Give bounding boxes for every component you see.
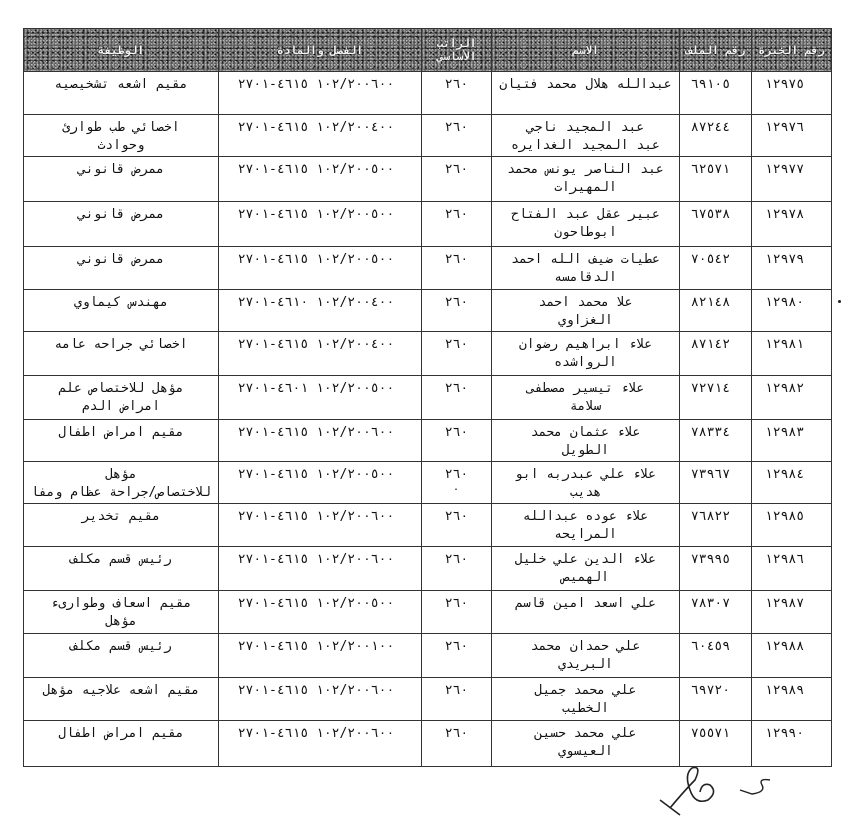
cell-section-category: ١٠٢/٢٠٠٦٠٠ ٤٦١٥-٢٧٠١ <box>219 678 422 721</box>
stray-mark <box>838 300 841 303</box>
job-line: مقيم اشعه تشخيصيه <box>54 77 188 92</box>
cell-job-title <box>24 591 219 634</box>
header-employee-no: رقم الملف <box>680 29 752 72</box>
cell-job-title <box>24 504 219 547</box>
cell-job-title <box>24 202 219 247</box>
table-row <box>24 157 832 202</box>
cell-employee-no: ٧٦٨٢٢ <box>680 504 752 547</box>
job-line: امراض الدم <box>81 399 161 414</box>
name-line: الدقامسه <box>554 270 617 285</box>
cell-section-category: ١٠٢/٢٠٠٥٠٠ ٤٦١٥-٢٧٠١ <box>219 157 422 202</box>
cell-job-title <box>24 376 219 420</box>
name-line: هديب <box>569 485 602 500</box>
cell-job-title <box>24 247 219 290</box>
job-line: اخصائي طب طوارئ <box>62 120 180 135</box>
cell-seq-no: ١٢٩٧٩ <box>752 247 832 290</box>
name-line: علاء عوده عبدالله <box>522 509 649 524</box>
cell-employee-no: ٨٧١٤٢ <box>680 332 752 376</box>
job-line: رئيس قسم مكلف <box>70 552 172 567</box>
cell-employee-no: ٦٠٤٥٩ <box>680 634 752 678</box>
header-job-title: الوظيفة <box>24 29 219 72</box>
table-row <box>24 247 832 290</box>
salary-value: ٢٦٠ <box>444 552 469 567</box>
salary-value: ٢٦٠ <box>444 77 469 92</box>
cell-name <box>492 202 680 247</box>
name-line: عطيات ضيف الله احمد <box>511 252 660 267</box>
signature-icon <box>640 760 790 818</box>
cell-section-category: ١٠٢/٢٠٠٤٠٠ ٤٦١٥-٢٧٠١ <box>219 332 422 376</box>
cell-basic-salary <box>422 462 492 504</box>
salary-value: ٢٦٠ <box>444 726 469 741</box>
job-line: مقيم اسعاف وطوارىء <box>50 596 192 611</box>
table-row <box>24 332 832 376</box>
cell-name <box>492 634 680 678</box>
job-line: مقيم امراض اطفال <box>58 425 184 440</box>
name-line: ابوطاحون <box>554 225 617 240</box>
header-seq-no: رقم الخبرة <box>752 29 832 72</box>
cell-seq-no: ١٢٩٨٩ <box>752 678 832 721</box>
name-line: علاء ابراهيم رضوان <box>518 337 653 352</box>
cell-job-title <box>24 462 219 504</box>
name-line: علاء تيسير مصطفى <box>526 381 645 396</box>
cell-employee-no: ٨٧٢٤٤ <box>680 115 752 157</box>
cell-section-category: ١٠٢/٢٠٠٦٠٠ ٤٦١٥-٢٧٠١ <box>219 72 422 115</box>
job-line: وحوادث <box>97 138 145 153</box>
salary-value: ٢٦٠ <box>444 467 469 482</box>
name-line: عبد المجيد الغدايره <box>511 138 660 153</box>
salary-value: ٢٦٠ <box>444 639 469 654</box>
salary-value: ٢٦٠ <box>444 596 469 611</box>
salary-value: ٢٦٠ <box>444 295 469 310</box>
cell-seq-no: ١٢٩٧٦ <box>752 115 832 157</box>
cell-employee-no: ٦٩١٠٥ <box>680 72 752 115</box>
cell-section-category: ١٠٢/٢٠٠٥٠٠ ٤٦٠١-٢٧٠١ <box>219 376 422 420</box>
job-line: مهندس كيماوي <box>74 295 168 310</box>
name-line: المهيرات <box>554 180 617 195</box>
job-line: مؤهل للاختصاص علم <box>58 381 184 396</box>
job-line: للاختصاص/جراحة عظام ومفا <box>30 485 211 500</box>
cell-section-category: ١٠٢/٢٠٠٦٠٠ ٤٦١٥-٢٧٠١ <box>219 721 422 767</box>
name-line: علي محمد حسين <box>534 726 637 741</box>
cell-employee-no: ٧٠٥٤٢ <box>680 247 752 290</box>
cell-section-category: ١٠٢/٢٠٠٦٠٠ ٤٦١٥-٢٧٠١ <box>219 547 422 591</box>
cell-basic-salary <box>422 72 492 115</box>
header-name: الاسم <box>492 29 680 72</box>
name-line: الغزاوي <box>558 313 613 328</box>
name-line: العيسوي <box>558 744 613 759</box>
job-line: رئيس قسم مكلف <box>70 639 172 654</box>
cell-name <box>492 115 680 157</box>
cell-employee-no: ٧٣٩٦٧ <box>680 462 752 504</box>
table-body <box>24 72 832 767</box>
cell-seq-no: ١٢٩٨٢ <box>752 376 832 420</box>
table-row <box>24 634 832 678</box>
cell-job-title <box>24 721 219 767</box>
name-line: علا محمد احمد <box>538 295 633 310</box>
job-line: اخصائي جراحه عامه <box>54 337 188 352</box>
cell-section-category: ١٠٢/٢٠٠٥٠٠ ٤٦١٥-٢٧٠١ <box>219 247 422 290</box>
job-line: ممرض قانوني <box>77 252 165 267</box>
cell-employee-no: ٨٢١٤٨ <box>680 290 752 332</box>
table-row <box>24 115 832 157</box>
cell-seq-no: ١٢٩٧٧ <box>752 157 832 202</box>
name-line: الرواشده <box>554 355 617 370</box>
cell-basic-salary <box>422 115 492 157</box>
cell-name <box>492 376 680 420</box>
salary-value: ٢٦٠ <box>444 252 469 267</box>
cell-name <box>492 678 680 721</box>
cell-name <box>492 420 680 462</box>
name-line: علي حمدان محمد <box>530 639 641 654</box>
cell-section-category: ١٠٢/٢٠٠٦٠٠ ٤٦١٥-٢٧٠١ <box>219 420 422 462</box>
cell-employee-no: ٦٧٥٣٨ <box>680 202 752 247</box>
table-row <box>24 72 832 115</box>
cell-section-category: ١٠٢/٢٠٠٦٠٠ ٤٦١٥-٢٧٠١ <box>219 504 422 547</box>
name-line: الطويل <box>562 443 609 458</box>
cell-basic-salary <box>422 634 492 678</box>
job-line: مقيم تخدير <box>81 509 161 524</box>
cell-job-title <box>24 332 219 376</box>
cell-section-category: ١٠٢/٢٠٠٤٠٠ ٤٦١٥-٢٧٠١ <box>219 115 422 157</box>
name-line: عبد المجيد ناجي <box>526 120 645 135</box>
salary-value: ٢٦٠ <box>444 162 469 177</box>
name-line: المرايحه <box>554 527 617 542</box>
cell-name <box>492 332 680 376</box>
cell-job-title <box>24 157 219 202</box>
name-line: الهميص <box>562 570 609 585</box>
name-line: علي محمد جميل <box>534 683 637 698</box>
table-row <box>24 591 832 634</box>
cell-employee-no: ٧٨٣٠٧ <box>680 591 752 634</box>
salary-value: ٢٦٠ <box>444 425 469 440</box>
cell-basic-salary <box>422 678 492 721</box>
cell-job-title <box>24 634 219 678</box>
cell-name <box>492 504 680 547</box>
cell-section-category: ١٠٢/٢٠٠١٠٠ ٤٦١٥-٢٧٠١ <box>219 634 422 678</box>
cell-name <box>492 247 680 290</box>
cell-name <box>492 290 680 332</box>
header-basic-salary: الراتب الأساسي <box>422 29 492 72</box>
name-line: البريدي <box>558 657 613 672</box>
table-header-row <box>24 29 832 72</box>
cell-employee-no: ٧٢٧١٤ <box>680 376 752 420</box>
salary-value: ٢٦٠ <box>444 337 469 352</box>
cell-name <box>492 72 680 115</box>
cell-employee-no: ٧٥٥٧١ <box>680 721 752 767</box>
job-line: مقيم امراض اطفال <box>58 726 184 741</box>
salary-value: ٢٦٠ <box>444 120 469 135</box>
name-line: علي اسعد امين قاسم <box>515 596 656 611</box>
cell-name <box>492 591 680 634</box>
cell-employee-no: ٦٩٧٢٠ <box>680 678 752 721</box>
table-row <box>24 376 832 420</box>
cell-job-title <box>24 547 219 591</box>
cell-employee-no: ٧٨٣٣٤ <box>680 420 752 462</box>
name-line: عبد الناصر يونس محمد <box>507 162 664 177</box>
name-line: عبدالله هلال محمد فتيان <box>499 77 672 92</box>
table-row <box>24 420 832 462</box>
cell-section-category: ١٠٢/٢٠٠٥٠٠ ٤٦١٥-٢٧٠١ <box>219 202 422 247</box>
salary-mark: . <box>452 482 461 493</box>
cell-name <box>492 462 680 504</box>
cell-name <box>492 157 680 202</box>
name-line: سلامة <box>569 399 602 414</box>
table-row <box>24 678 832 721</box>
cell-basic-salary <box>422 547 492 591</box>
cell-employee-no: ٦٢٥٧١ <box>680 157 752 202</box>
cell-seq-no: ١٢٩٨٧ <box>752 591 832 634</box>
name-line: علاء عثمان محمد <box>530 425 641 440</box>
table-row <box>24 290 832 332</box>
cell-section-category: ١٠٢/٢٠٠٥٠٠ ٤٦١٥-٢٧٠١ <box>219 462 422 504</box>
cell-basic-salary <box>422 591 492 634</box>
table-row <box>24 462 832 504</box>
cell-seq-no: ١٢٩٨١ <box>752 332 832 376</box>
cell-basic-salary <box>422 420 492 462</box>
cell-job-title <box>24 420 219 462</box>
salary-value: ٢٦٠ <box>444 381 469 396</box>
cell-name <box>492 547 680 591</box>
cell-section-category: ١٠٢/٢٠٠٤٠٠ ٤٦١٠-٢٧٠١ <box>219 290 422 332</box>
name-line: الخطيب <box>562 701 609 716</box>
cell-basic-salary <box>422 504 492 547</box>
cell-basic-salary <box>422 202 492 247</box>
salary-value: ٢٦٠ <box>444 683 469 698</box>
cell-seq-no: ١٢٩٨٦ <box>752 547 832 591</box>
cell-basic-salary <box>422 247 492 290</box>
cell-seq-no: ١٢٩٨٥ <box>752 504 832 547</box>
table-row <box>24 504 832 547</box>
table-row <box>24 202 832 247</box>
job-line: مؤهل <box>105 614 137 629</box>
cell-section-category: ١٠٢/٢٠٠٥٠٠ ٤٦١٥-٢٧٠١ <box>219 591 422 634</box>
job-line: ممرض قانوني <box>77 162 165 177</box>
salary-value: ٢٦٠ <box>444 509 469 524</box>
name-line: علاء علي عبدربه ابو <box>515 467 656 482</box>
cell-job-title <box>24 115 219 157</box>
cell-seq-no: ١٢٩٧٥ <box>752 72 832 115</box>
cell-basic-salary <box>422 721 492 767</box>
cell-seq-no: ١٢٩٩٠ <box>752 721 832 767</box>
cell-basic-salary <box>422 376 492 420</box>
job-line: ممرض قانوني <box>77 207 165 222</box>
cell-job-title <box>24 678 219 721</box>
cell-basic-salary <box>422 332 492 376</box>
employee-roster-table <box>23 28 832 767</box>
cell-job-title <box>24 290 219 332</box>
cell-seq-no: ١٢٩٧٨ <box>752 202 832 247</box>
salary-value: ٢٦٠ <box>444 207 469 222</box>
cell-seq-no: ١٢٩٨٨ <box>752 634 832 678</box>
cell-seq-no: ١٢٩٨٤ <box>752 462 832 504</box>
name-line: علاء الدين علي خليل <box>515 552 656 567</box>
cell-seq-no: ١٢٩٨٣ <box>752 420 832 462</box>
cell-basic-salary <box>422 290 492 332</box>
table-row <box>24 547 832 591</box>
cell-employee-no: ٧٣٩٩٥ <box>680 547 752 591</box>
job-line: مقيم اشعه علاجيه مؤهل <box>42 683 200 698</box>
header-section-category: الفصل والمادة <box>219 29 422 72</box>
cell-seq-no: ١٢٩٨٠ <box>752 290 832 332</box>
cell-basic-salary <box>422 157 492 202</box>
job-line: مؤهل <box>105 467 137 482</box>
cell-job-title <box>24 72 219 115</box>
name-line: عبير عقل عبد الفتاح <box>511 207 660 222</box>
